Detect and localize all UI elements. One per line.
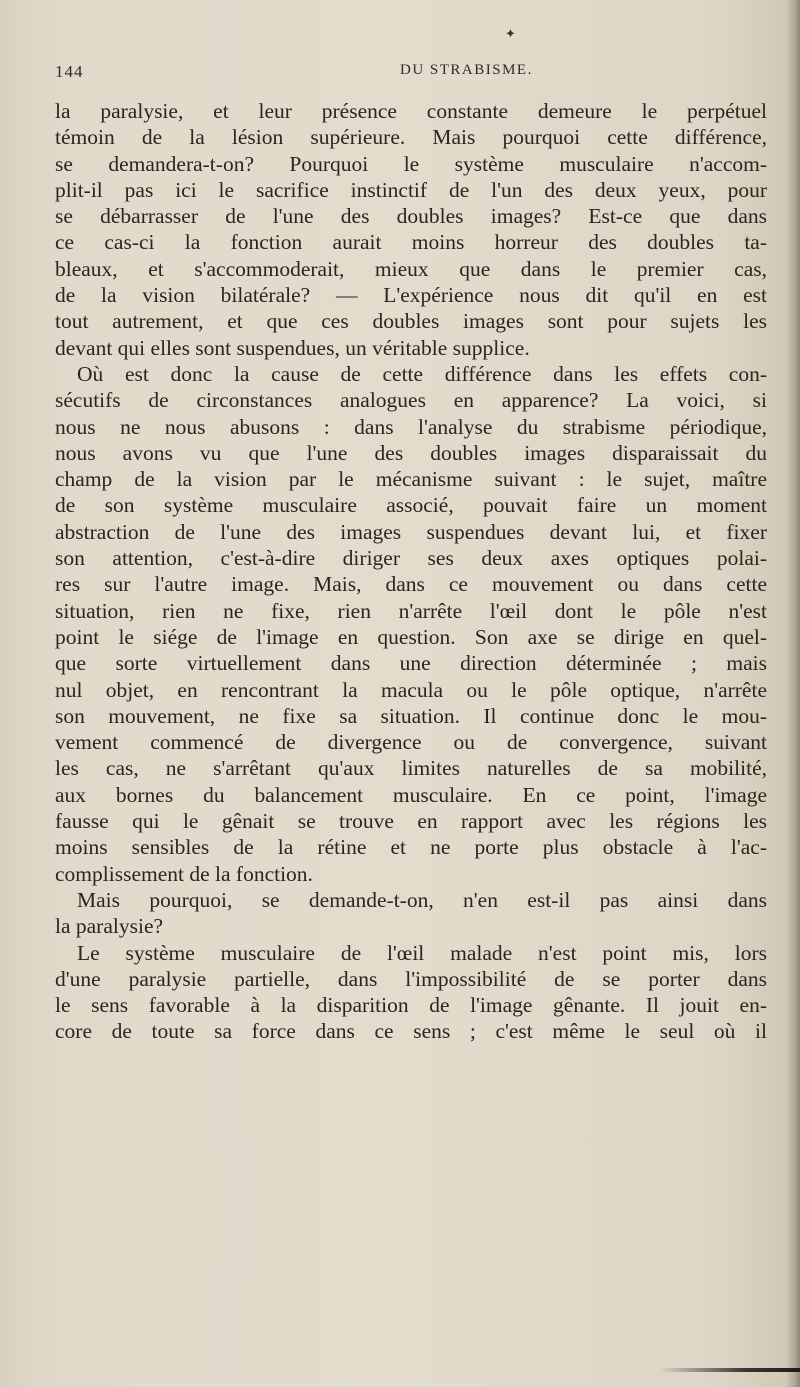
bottom-edge-mark [660,1368,800,1372]
text-line: le sens favorable à la disparition de l'image gênante. Il jouit en- [55,993,767,1018]
text-line: res sur l'autre image. Mais, dans ce mouvement ou dans cette [55,572,767,597]
text-line: son attention, c'est-à-dire diriger ses deux axes optiques polai- [55,546,767,571]
paragraph-start-line: Le système musculaire de l'œil malade n'est point mis, lors [77,940,767,965]
body-text [55,98,767,1045]
text-line: la paralysie, et leur présence constante demeure le perpétuel [55,99,767,123]
paragraph-start-line: Où est donc la cause de cette différence dans les effets con- [77,361,767,386]
text-line: de son système musculaire associé, pouvait faire un moment [55,493,767,518]
page-number: 144 [55,62,84,81]
text-line: se débarrasser de l'une des doubles images? Est-ce que dans [55,204,767,229]
paragraph-start-line: Mais pourquoi, se demande-t-on, n'en est-il pas ainsi dans [77,887,767,912]
text-line: nul objet, en rencontrant la macula ou le pôle optique, n'arrête [55,677,767,702]
ornament-mark: ✦ [505,26,516,41]
page-edge-shadow [786,0,800,1387]
text-line: ce cas-ci la fonction aurait moins horreur des doubles ta- [55,230,767,255]
text-line: point le siége de l'image en question. Son axe se dirige en quel- [55,624,767,649]
text-line: que sorte virtuellement dans une direction déterminée ; mais [55,651,767,676]
text-line: tout autrement, et que ces doubles images sont pour sujets les [55,309,767,334]
text-line: la paralysie? [55,914,164,939]
text-line: situation, rien ne fixe, rien n'arrête l'œil dont le pôle n'est [55,598,767,623]
text-line: nous ne nous abusons : dans l'analyse du strabisme périodique, [55,414,767,439]
text-line: vement commencé de divergence ou de convergence, suivant [55,730,767,755]
text-line: plit-il pas ici le sacrifice instinctif de l'un des deux yeux, pour [55,177,767,202]
text-line: aux bornes du balancement musculaire. En ce point, l'image [55,782,767,807]
text-line: abstraction de l'une des images suspendues devant lui, et fixer [55,519,767,544]
text-line: bleaux, et s'accommoderait, mieux que dans le premier cas, [55,256,767,281]
text-line: nous avons vu que l'une des doubles images disparaissait du [55,440,767,465]
text-line: sécutifs de circonstances analogues en apparence? La voici, si [55,388,767,413]
text-line: moins sensibles de la rétine et ne porte plus obstacle à l'ac- [55,835,767,860]
running-head [55,62,755,86]
text-line: complissement de la fonction. [55,861,313,886]
text-line: fausse qui le gênait se trouve en rapport avec les régions les [55,809,767,834]
text-line: d'une paralysie partielle, dans l'impossibilité de se porter dans [55,966,767,991]
text-line: champ de la vision par le mécanisme suivant : le sujet, maître [55,467,767,492]
header-title: DU STRABISME. [400,62,533,78]
text-line: core de toute sa force dans ce sens ; c'est même le seul où il [55,1019,767,1044]
text-line: les cas, ne s'arrêtant qu'aux limites naturelles de sa mobilité, [55,756,767,781]
text-line: témoin de la lésion supérieure. Mais pourquoi cette différence, [55,125,767,150]
text-line: devant qui elles sont suspendues, un véritable supplice. [55,335,530,360]
text-line: de la vision bilatérale? — L'expérience nous dit qu'il en est [55,283,767,308]
text-line: se demandera-t-on? Pourquoi le système musculaire n'accom- [55,151,767,176]
text-line: son mouvement, ne fixe sa situation. Il continue donc le mou- [55,703,767,728]
